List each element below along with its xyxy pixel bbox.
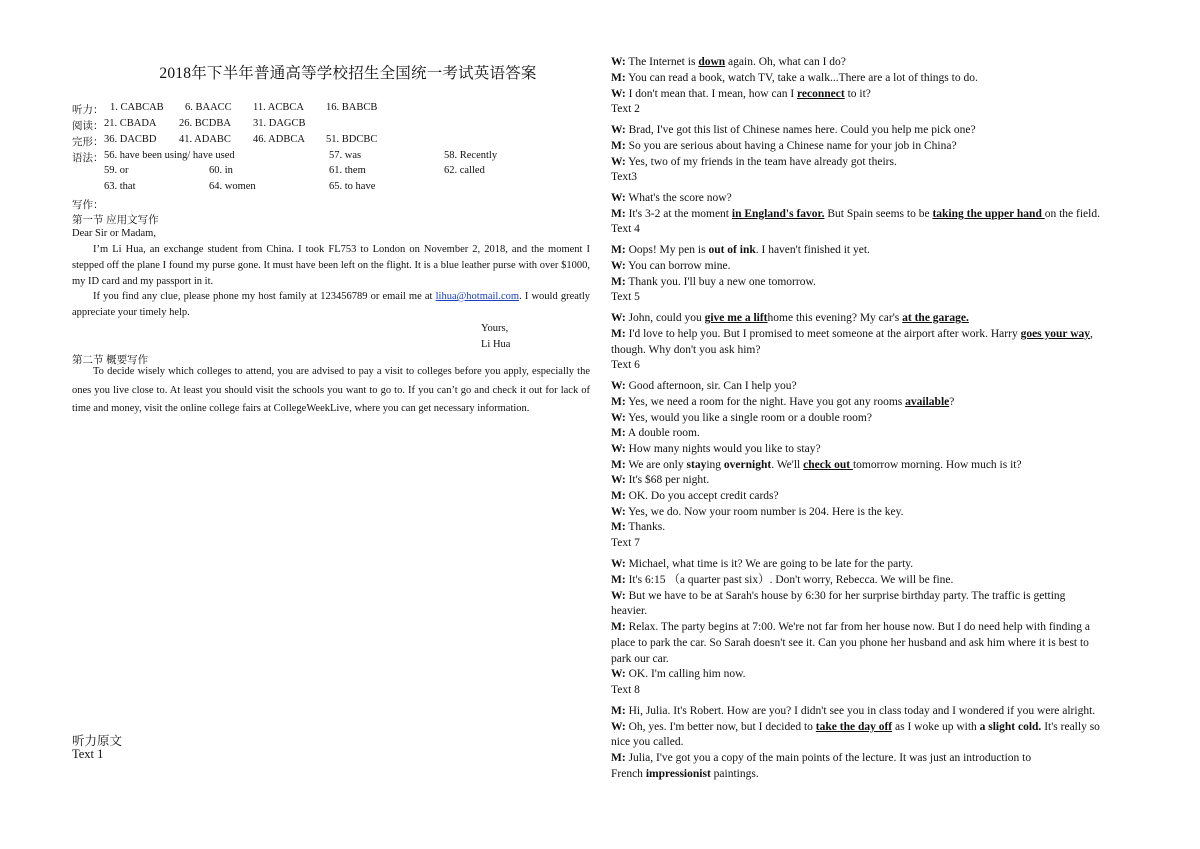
speaker-label: W: bbox=[611, 380, 626, 392]
answer-item: 62. called bbox=[444, 165, 485, 176]
answer-item: 31. DAGCB bbox=[253, 118, 306, 129]
answer-item: 58. Recently bbox=[444, 150, 498, 161]
line-text: paintings. bbox=[710, 768, 759, 780]
page-title: 2018年下半年普通高等学校招生全国统一考试英语答案 bbox=[159, 65, 537, 82]
line-text: as I woke up with bbox=[892, 721, 980, 733]
line-text: Brad, I've got this list of Chinese names here. Could you help me pick one? bbox=[625, 124, 976, 136]
email-link[interactable]: lihua@hotmail.com bbox=[435, 291, 520, 302]
answer-item: 26. BCDBA bbox=[179, 118, 231, 129]
writing-label: 写作： bbox=[72, 200, 104, 211]
keyword: check out bbox=[803, 459, 853, 471]
answer-label: 听力： bbox=[72, 105, 104, 116]
transcript-line bbox=[611, 442, 1131, 458]
transcript-line bbox=[611, 505, 1131, 521]
transcript-line: park our car. bbox=[611, 653, 669, 665]
transcript-line bbox=[611, 620, 1131, 636]
line-text: again. Oh, what can I do? bbox=[725, 56, 846, 68]
letter-signature: Li Hua bbox=[481, 339, 511, 350]
speaker-label: W: bbox=[611, 668, 626, 680]
answer-label: 阅读： bbox=[72, 121, 104, 132]
answer-label: 完形： bbox=[72, 137, 104, 148]
keyword: reconnect bbox=[797, 88, 845, 100]
keyword: at the garage. bbox=[902, 312, 969, 324]
line-text: ing bbox=[706, 459, 724, 471]
transcript-line bbox=[611, 411, 1131, 427]
transcript-line bbox=[611, 275, 1131, 291]
text-label: Text 4 bbox=[611, 223, 640, 235]
keyword: take the day off bbox=[815, 721, 893, 733]
transcript-line bbox=[611, 720, 1131, 736]
line-text: Thank you. I'll buy a new one tomorrow. bbox=[625, 276, 816, 288]
text-label: Text 2 bbox=[611, 103, 640, 115]
keyword: down bbox=[698, 56, 726, 68]
letter-paragraph-2 bbox=[72, 289, 590, 321]
transcript-line bbox=[611, 751, 1131, 767]
answer-item: 11. ACBCA bbox=[253, 102, 304, 113]
text-label: Text 6 bbox=[611, 359, 640, 371]
speaker-label: M: bbox=[611, 72, 626, 84]
speaker-label: W: bbox=[611, 192, 626, 204]
transcript-line bbox=[611, 327, 1131, 343]
line-text: Thanks. bbox=[625, 521, 666, 533]
transcript-line bbox=[611, 395, 1131, 411]
keyword: give me a lift bbox=[704, 312, 768, 324]
transcript-line bbox=[611, 573, 1131, 589]
transcript-line bbox=[611, 139, 1131, 155]
speaker-label: M: bbox=[611, 621, 626, 633]
line-text: We are only bbox=[625, 459, 687, 471]
line-text: . We'll bbox=[771, 459, 804, 471]
transcript-line bbox=[611, 667, 1131, 683]
line-text: Yes, we need a room for the night. Have you got any rooms bbox=[625, 396, 906, 408]
line-text: So you are serious about having a Chinese name for your job in China? bbox=[625, 140, 957, 152]
listening-heading: 听力原文 bbox=[72, 734, 123, 748]
keyword: stay bbox=[686, 459, 707, 471]
transcript-line bbox=[611, 489, 1131, 505]
transcript-line bbox=[611, 426, 1131, 442]
transcript-line bbox=[611, 55, 1131, 71]
line-text: Good afternoon, sir. Can I help you? bbox=[625, 380, 797, 392]
line-text: But Spain seems to be bbox=[824, 208, 933, 220]
line-text: It's 6:15 （a quarter past six）. Don't worry, Rebecca. We will be fine. bbox=[625, 574, 954, 586]
line-text: Yes, would you like a single room or a double room? bbox=[625, 412, 872, 424]
line-text: tomorrow morning. How much is it? bbox=[852, 459, 1022, 471]
text-label: Text3 bbox=[611, 171, 638, 183]
keyword: a slight cold. bbox=[979, 721, 1042, 733]
speaker-label: W: bbox=[611, 474, 626, 486]
speaker-label: M: bbox=[611, 752, 626, 764]
speaker-label: W: bbox=[611, 56, 626, 68]
speaker-label: M: bbox=[611, 705, 626, 717]
keyword: taking the upper hand bbox=[932, 208, 1045, 220]
transcript-line: heavier. bbox=[611, 605, 648, 617]
line-text: But we have to be at Sarah's house by 6:30 for her surprise birthday party. The traffic is getting bbox=[625, 590, 1066, 602]
answer-item: 46. ADBCA bbox=[253, 134, 305, 145]
speaker-label: M: bbox=[611, 521, 626, 533]
answer-item: 64. women bbox=[209, 181, 256, 192]
transcript-line bbox=[611, 704, 1131, 720]
line-text: I don't mean that. I mean, how can I bbox=[625, 88, 798, 100]
speaker-label: M: bbox=[611, 276, 626, 288]
answer-item: 60. in bbox=[209, 165, 233, 176]
text1-label: Text 1 bbox=[72, 747, 104, 761]
speaker-label: M: bbox=[611, 208, 626, 220]
speaker-label: M: bbox=[611, 244, 626, 256]
answer-item: 41. ADABC bbox=[179, 134, 231, 145]
line-text: Michael, what time is it? We are going to be late for the party. bbox=[625, 558, 914, 570]
line-text: You can read a book, watch TV, take a walk...There are a lot of things to do. bbox=[625, 72, 978, 84]
speaker-label: W: bbox=[611, 590, 626, 602]
keyword: impressionist bbox=[645, 768, 711, 780]
speaker-label: W: bbox=[611, 721, 626, 733]
letter-text: . I would greatly appreciate your timely help. bbox=[72, 291, 590, 318]
speaker-label: M: bbox=[611, 396, 626, 408]
text-label: Text 5 bbox=[611, 291, 640, 303]
line-text: The Internet is bbox=[625, 56, 699, 68]
speaker-label: W: bbox=[611, 124, 626, 136]
line-text: It's $68 per night. bbox=[625, 474, 710, 486]
transcript-line bbox=[611, 458, 1131, 474]
speaker-label: W: bbox=[611, 156, 626, 168]
transcript-line bbox=[611, 71, 1131, 87]
answer-item: 61. them bbox=[329, 165, 366, 176]
line-text: What's the score now? bbox=[625, 192, 732, 204]
answer-item: 6. BAACC bbox=[185, 102, 232, 113]
transcript-line bbox=[611, 191, 1131, 207]
speaker-label: W: bbox=[611, 88, 626, 100]
speaker-label: W: bbox=[611, 312, 626, 324]
transcript-line bbox=[611, 311, 1131, 327]
writing-section2-heading: 第二节 概要写作 bbox=[72, 355, 149, 366]
transcript-line bbox=[611, 123, 1131, 139]
line-text: John, could you bbox=[625, 312, 705, 324]
speaker-label: W: bbox=[611, 412, 626, 424]
transcript-line bbox=[611, 155, 1131, 171]
transcript-line bbox=[611, 520, 1131, 536]
letter-closing: Yours, bbox=[481, 323, 509, 334]
line-text: OK. I'm calling him now. bbox=[625, 668, 746, 680]
line-text: Hi, Julia. It's Robert. How are you? I didn't see you in class today and I wondered if you were alright. bbox=[625, 705, 1096, 717]
speaker-label: M: bbox=[611, 140, 626, 152]
transcript-line: though. Why don't you ask him? bbox=[611, 344, 761, 356]
transcript-line bbox=[611, 767, 1131, 783]
transcript-line bbox=[611, 87, 1131, 103]
line-text: Oops! My pen is bbox=[625, 244, 709, 256]
letter-greeting: Dear Sir or Madam, bbox=[72, 228, 156, 239]
speaker-label: W: bbox=[611, 260, 626, 272]
letter-text: If you find any clue, please phone my host family at 123456789 or email me at bbox=[93, 291, 436, 302]
line-text: , bbox=[1090, 328, 1093, 340]
text-label: Text 7 bbox=[611, 537, 640, 549]
line-text: I'd love to help you. But I promised to meet someone at the airport after work. Harry bbox=[625, 328, 1021, 340]
speaker-label: W: bbox=[611, 443, 626, 455]
speaker-label: M: bbox=[611, 574, 626, 586]
writing-section1-heading: 第一节 应用文写作 bbox=[72, 215, 159, 226]
answer-item: 16. BABCB bbox=[326, 102, 378, 113]
answer-item: 56. have been using/ have used bbox=[104, 150, 235, 161]
speaker-label: W: bbox=[611, 558, 626, 570]
speaker-label: M: bbox=[611, 459, 626, 471]
transcript-line bbox=[611, 243, 1131, 259]
keyword: goes your way bbox=[1020, 328, 1091, 340]
transcript-line bbox=[611, 589, 1131, 605]
summary-paragraph: To decide wisely which colleges to attend, you are advised to pay a visit to colleges before you apply, especially the ones you live close to. At least you should visit the schools you want to go to. If you can’t go and check it out for lack of time and money, visit the online college fairs at CollegeWeekLive, where you can get necessary information. bbox=[72, 366, 590, 414]
line-text: on the field. bbox=[1044, 208, 1100, 220]
answer-label: 语法： bbox=[72, 153, 104, 164]
answer-item: 57. was bbox=[329, 150, 362, 161]
transcript-line bbox=[611, 557, 1131, 573]
line-text: Yes, we do. Now your room number is 204. Here is the key. bbox=[625, 506, 904, 518]
line-text: Julia, I've got you a copy of the main points of the lecture. It was just an introduction to bbox=[625, 752, 1032, 764]
answer-item: 21. CBADA bbox=[104, 118, 157, 129]
letter-paragraph-1: I’m Li Hua, an exchange student from China. I took FL753 to London on November 2, 2018, and the moment I stepped off the plane I found my purse gone. It must have been left on the flight. It is a blue leather purse with over $1000, my ID card and my passport in it. bbox=[72, 244, 590, 287]
speaker-label: M: bbox=[611, 328, 626, 340]
transcript-line bbox=[611, 207, 1131, 223]
line-text: Relax. The party begins at 7:00. We're not far from her house now. But I do need help with finding a bbox=[625, 621, 1091, 633]
transcript-line: nice you called. bbox=[611, 736, 684, 748]
transcript-line: place to park the car. So Sarah doesn't see it. Can you phone her husband and ask him where it is best to bbox=[611, 637, 1089, 649]
answer-item: 51. BDCBC bbox=[326, 134, 378, 145]
line-text: It's really so bbox=[1041, 721, 1100, 733]
line-text: home this evening? My car's bbox=[767, 312, 903, 324]
speaker-label: W: bbox=[611, 506, 626, 518]
transcript-line bbox=[611, 379, 1131, 395]
text-label: Text 8 bbox=[611, 684, 640, 696]
line-text: You can borrow mine. bbox=[625, 260, 731, 272]
transcript-line bbox=[611, 259, 1131, 275]
keyword: in England's favor. bbox=[731, 208, 825, 220]
answer-item: 36. DACBD bbox=[104, 134, 157, 145]
speaker-label: M: bbox=[611, 427, 626, 439]
line-text: It's 3-2 at the moment bbox=[625, 208, 732, 220]
line-text: . I haven't finished it yet. bbox=[755, 244, 870, 256]
keyword: available bbox=[905, 396, 950, 408]
line-text: ? bbox=[949, 396, 955, 408]
speaker-label: M: bbox=[611, 490, 626, 502]
transcript-line bbox=[611, 473, 1131, 489]
line-text: OK. Do you accept credit cards? bbox=[625, 490, 779, 502]
answer-item: 63. that bbox=[104, 181, 136, 192]
answer-item: 65. to have bbox=[329, 181, 376, 192]
line-text: Yes, two of my friends in the team have already got theirs. bbox=[625, 156, 897, 168]
keyword: out of ink bbox=[708, 244, 756, 256]
line-text: Oh, yes. I'm better now, but I decided to bbox=[625, 721, 816, 733]
line-text: How many nights would you like to stay? bbox=[625, 443, 821, 455]
line-text: French bbox=[611, 768, 646, 780]
keyword: overnight bbox=[723, 459, 772, 471]
answer-item: 1. CABCAB bbox=[110, 102, 164, 113]
line-text: to it? bbox=[844, 88, 871, 100]
line-text: A double room. bbox=[625, 427, 700, 439]
answer-item: 59. or bbox=[104, 165, 129, 176]
